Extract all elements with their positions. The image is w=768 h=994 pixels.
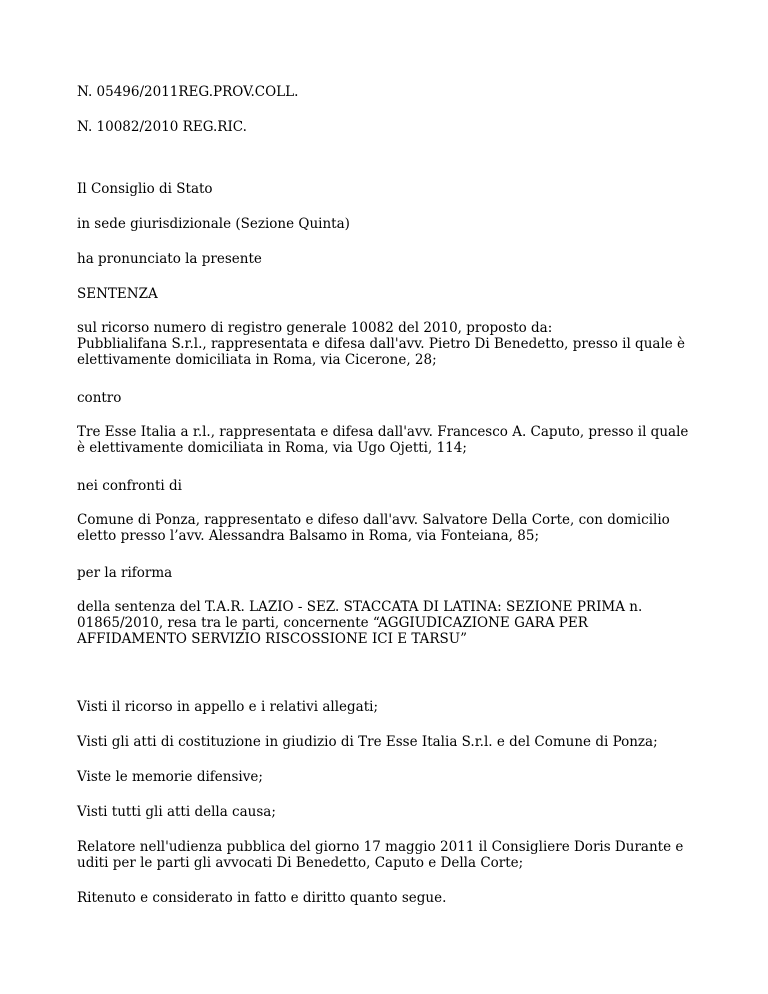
ritenuto-line: Ritenuto e considerato in fatto e diritto quanto segue. — [77, 890, 447, 906]
visti-atti-costituzione-line: Visti gli atti di costituzione in giudizio di Tre Esse Italia S.r.l. e del Comune di Ponza; — [77, 734, 658, 750]
registry-number-ricorso: N. 10082/2010 REG.RIC. — [77, 119, 247, 135]
court-name: Il Consiglio di Stato — [77, 181, 213, 197]
visti-atti-causa-line: Visti tutti gli atti della causa; — [77, 804, 276, 820]
respondent-paragraph: Tre Esse Italia a r.l., rappresentata e difesa dall'avv. Francesco A. Caputo, presso il quale è elettivamente domiciliata in Roma, via Ugo Ojetti, 114; — [77, 424, 689, 456]
visti-ricorso-line: Visti il ricorso in appello e i relativi allegati; — [77, 699, 378, 715]
nei-confronti-label: nei confronti di — [77, 478, 182, 494]
judgment-reference-paragraph: della sentenza del T.A.R. LAZIO - SEZ. STACCATA DI LATINA: SEZIONE PRIMA n. 01865/2010, resa tra le parti, concernente “AGGIUDICAZIONE GARA PER AFFIDAMENTO SERVIZIO RISCOSSIONE ICI E TARSU” — [77, 599, 643, 647]
appellant-paragraph: sul ricorso numero di registro generale 10082 del 2010, proposto da: Pubblialifana S.r.l., rappresentata e difesa dall'avv. Pietro Di Benedetto, presso il quale è elettivamente domiciliata in Roma, via Cicerone, 28; — [77, 320, 686, 368]
document-type-heading: SENTENZA — [77, 286, 158, 302]
per-la-riforma-label: per la riforma — [77, 565, 173, 581]
pronouncement-line: ha pronunciato la presente — [77, 251, 262, 267]
contro-label: contro — [77, 390, 122, 406]
registry-number-provvedimento: N. 05496/2011REG.PROV.COLL. — [77, 84, 299, 100]
court-section: in sede giurisdizionale (Sezione Quinta) — [77, 216, 350, 232]
viste-memorie-line: Viste le memorie difensive; — [77, 769, 263, 785]
relatore-paragraph: Relatore nell'udienza pubblica del giorno 17 maggio 2011 il Consigliere Doris Durante e uditi per le parti gli avvocati Di Benedetto, Caputo e Della Corte; — [77, 839, 684, 871]
third-party-paragraph: Comune di Ponza, rappresentato e difeso dall'avv. Salvatore Della Corte, con domicilio eletto presso l’avv. Alessandra Balsamo in Roma, via Fonteiana, 85; — [77, 512, 670, 544]
